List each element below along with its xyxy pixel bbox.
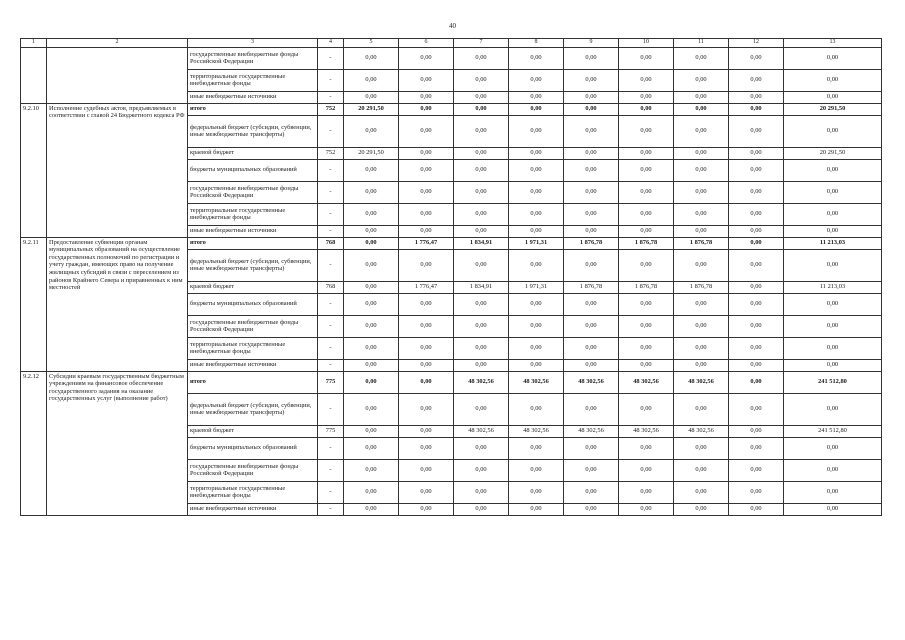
year-value: 0,00 xyxy=(564,69,619,91)
funding-source: государственные внебюджетные фонды Российской Федерации xyxy=(188,459,318,481)
year-value: 0,00 xyxy=(344,69,399,91)
year-value: 0,00 xyxy=(619,437,674,459)
year-value: 48 302,56 xyxy=(454,425,509,437)
year-value: 0,00 xyxy=(454,315,509,337)
year-value: 0,00 xyxy=(399,115,454,147)
year-value: 0,00 xyxy=(564,393,619,425)
year-value: 0,00 xyxy=(674,69,729,91)
year-value: 0,00 xyxy=(509,47,564,69)
year-value: 0,00 xyxy=(454,393,509,425)
year-value: 48 302,56 xyxy=(509,425,564,437)
column-number-13: 13 xyxy=(784,39,882,48)
year-value: 0,00 xyxy=(564,337,619,359)
item-code: 9.2.10 xyxy=(21,103,47,237)
year-value: 0,00 xyxy=(344,393,399,425)
table-row xyxy=(21,47,882,69)
page-number: 40 xyxy=(449,22,456,30)
year-value: 0,00 xyxy=(399,315,454,337)
year-value: 1 876,78 xyxy=(674,281,729,293)
year-value: 0,00 xyxy=(674,159,729,181)
year-value: 0,00 xyxy=(454,225,509,237)
year-value: 1 834,91 xyxy=(454,281,509,293)
total-value: 0,00 xyxy=(784,337,882,359)
year-value: 0,00 xyxy=(399,181,454,203)
year-value: 0,00 xyxy=(399,225,454,237)
year-value: 0,00 xyxy=(399,425,454,437)
year-value: 0,00 xyxy=(454,91,509,103)
year-value: 0,00 xyxy=(619,481,674,503)
funding-source: территориальные государственные внебюджетные фонды xyxy=(188,481,318,503)
year-value: 0,00 xyxy=(619,293,674,315)
year-value: 0,00 xyxy=(729,481,784,503)
item-code: 9.2.11 xyxy=(21,237,47,371)
year-value: 0,00 xyxy=(729,437,784,459)
year-value: 0,00 xyxy=(619,393,674,425)
column-number-11: 11 xyxy=(674,39,729,48)
year-value: 0,00 xyxy=(729,293,784,315)
year-value: 0,00 xyxy=(674,459,729,481)
year-value: 0,00 xyxy=(509,337,564,359)
year-value: 0,00 xyxy=(729,115,784,147)
funding-source: итого xyxy=(188,237,318,249)
year-value: 48 302,56 xyxy=(674,371,729,393)
year-value: 0,00 xyxy=(674,103,729,115)
column-number-4: 4 xyxy=(318,39,344,48)
year-value: 0,00 xyxy=(399,103,454,115)
year-value: 0,00 xyxy=(674,359,729,371)
year-value: 0,00 xyxy=(509,249,564,281)
year-value: 0,00 xyxy=(509,225,564,237)
total-value: 0,00 xyxy=(784,181,882,203)
year-value: 0,00 xyxy=(674,503,729,515)
year-value: 0,00 xyxy=(509,437,564,459)
year-value: 0,00 xyxy=(729,47,784,69)
year-value: 0,00 xyxy=(564,91,619,103)
year-value: 0,00 xyxy=(399,249,454,281)
year-value: 0,00 xyxy=(729,393,784,425)
funding-source: территориальные государственные внебюджетные фонды xyxy=(188,203,318,225)
total-value: 11 213,03 xyxy=(784,281,882,293)
year-value: 0,00 xyxy=(619,503,674,515)
admin-code: 768 xyxy=(318,237,344,249)
admin-code: - xyxy=(318,293,344,315)
admin-code: - xyxy=(318,249,344,281)
year-value: 0,00 xyxy=(674,47,729,69)
year-value: 0,00 xyxy=(564,315,619,337)
year-value: 0,00 xyxy=(454,147,509,159)
year-value: 0,00 xyxy=(399,481,454,503)
year-value: 48 302,56 xyxy=(509,371,564,393)
year-value: 0,00 xyxy=(344,159,399,181)
year-value: 0,00 xyxy=(564,115,619,147)
year-value: 0,00 xyxy=(344,237,399,249)
year-value: 0,00 xyxy=(454,293,509,315)
year-value: 0,00 xyxy=(729,237,784,249)
year-value: 0,00 xyxy=(509,293,564,315)
year-value: 0,00 xyxy=(564,481,619,503)
year-value: 0,00 xyxy=(344,115,399,147)
admin-code: 768 xyxy=(318,281,344,293)
year-value: 0,00 xyxy=(344,293,399,315)
year-value: 0,00 xyxy=(619,47,674,69)
funding-source: бюджеты муниципальных образований xyxy=(188,437,318,459)
year-value: 0,00 xyxy=(619,181,674,203)
year-value: 1 776,47 xyxy=(399,281,454,293)
year-value: 0,00 xyxy=(344,437,399,459)
item-code: 9.2.12 xyxy=(21,371,47,515)
total-value: 0,00 xyxy=(784,47,882,69)
year-value: 0,00 xyxy=(729,249,784,281)
year-value: 48 302,56 xyxy=(564,425,619,437)
total-value: 0,00 xyxy=(784,225,882,237)
year-value: 0,00 xyxy=(344,249,399,281)
year-value: 0,00 xyxy=(674,337,729,359)
year-value: 0,00 xyxy=(399,371,454,393)
funding-source: итого xyxy=(188,371,318,393)
funding-source: иные внебюджетные источники xyxy=(188,359,318,371)
year-value: 0,00 xyxy=(619,315,674,337)
column-number-7: 7 xyxy=(454,39,509,48)
funding-source: государственные внебюджетные фонды Российской Федерации xyxy=(188,181,318,203)
total-value: 0,00 xyxy=(784,315,882,337)
year-value: 0,00 xyxy=(454,69,509,91)
year-value: 0,00 xyxy=(564,159,619,181)
table-row xyxy=(21,371,882,393)
admin-code: - xyxy=(318,47,344,69)
year-value: 0,00 xyxy=(509,459,564,481)
year-value: 0,00 xyxy=(344,281,399,293)
year-value: 0,00 xyxy=(399,69,454,91)
admin-code: - xyxy=(318,359,344,371)
admin-code: - xyxy=(318,159,344,181)
year-value: 0,00 xyxy=(729,459,784,481)
year-value: 0,00 xyxy=(399,359,454,371)
funding-source: бюджеты муниципальных образований xyxy=(188,159,318,181)
total-value: 0,00 xyxy=(784,481,882,503)
admin-code: - xyxy=(318,437,344,459)
column-number-3: 3 xyxy=(188,39,318,48)
funding-source: территориальные государственные внебюджетные фонды xyxy=(188,337,318,359)
year-value: 0,00 xyxy=(729,225,784,237)
year-value: 0,00 xyxy=(674,147,729,159)
admin-code: - xyxy=(318,115,344,147)
year-value: 0,00 xyxy=(674,203,729,225)
year-value: 0,00 xyxy=(619,147,674,159)
column-number-8: 8 xyxy=(509,39,564,48)
year-value: 0,00 xyxy=(454,337,509,359)
year-value: 1 876,78 xyxy=(564,281,619,293)
column-number-row xyxy=(21,39,882,48)
funding-source: государственные внебюджетные фонды Российской Федерации xyxy=(188,47,318,69)
year-value: 0,00 xyxy=(509,181,564,203)
year-value: 0,00 xyxy=(619,103,674,115)
funding-source: федеральный бюджет (субсидии, субвенции, иные межбюджетные трансферты) xyxy=(188,249,318,281)
year-value: 0,00 xyxy=(344,459,399,481)
total-value: 0,00 xyxy=(784,115,882,147)
year-value: 0,00 xyxy=(619,91,674,103)
year-value: 0,00 xyxy=(344,481,399,503)
year-value: 0,00 xyxy=(344,181,399,203)
year-value: 0,00 xyxy=(399,503,454,515)
year-value: 0,00 xyxy=(619,203,674,225)
year-value: 0,00 xyxy=(509,103,564,115)
year-value: 0,00 xyxy=(674,293,729,315)
year-value: 1 876,78 xyxy=(619,281,674,293)
year-value: 0,00 xyxy=(509,69,564,91)
year-value: 1 834,91 xyxy=(454,237,509,249)
admin-code: 775 xyxy=(318,371,344,393)
year-value: 48 302,56 xyxy=(619,371,674,393)
year-value: 0,00 xyxy=(674,91,729,103)
year-value: 0,00 xyxy=(454,181,509,203)
funding-source: федеральный бюджет (субсидии, субвенции, иные межбюджетные трансферты) xyxy=(188,393,318,425)
year-value: 1 876,78 xyxy=(564,237,619,249)
year-value: 0,00 xyxy=(344,359,399,371)
year-value: 48 302,56 xyxy=(619,425,674,437)
year-value: 0,00 xyxy=(344,315,399,337)
funding-source: краевой бюджет xyxy=(188,147,318,159)
funding-source: иные внебюджетные источники xyxy=(188,225,318,237)
year-value: 0,00 xyxy=(619,225,674,237)
year-value: 0,00 xyxy=(729,91,784,103)
admin-code: 752 xyxy=(318,147,344,159)
admin-code: - xyxy=(318,203,344,225)
year-value: 0,00 xyxy=(509,91,564,103)
year-value: 0,00 xyxy=(729,203,784,225)
admin-code: - xyxy=(318,69,344,91)
year-value: 0,00 xyxy=(454,47,509,69)
year-value: 0,00 xyxy=(619,69,674,91)
year-value: 48 302,56 xyxy=(674,425,729,437)
admin-code: 775 xyxy=(318,425,344,437)
admin-code: - xyxy=(318,481,344,503)
year-value: 0,00 xyxy=(674,115,729,147)
funding-source: краевой бюджет xyxy=(188,425,318,437)
year-value: 0,00 xyxy=(674,393,729,425)
total-value: 0,00 xyxy=(784,203,882,225)
year-value: 0,00 xyxy=(729,337,784,359)
year-value: 0,00 xyxy=(564,225,619,237)
year-value: 0,00 xyxy=(344,371,399,393)
year-value: 0,00 xyxy=(509,359,564,371)
total-value: 241 512,80 xyxy=(784,425,882,437)
year-value: 0,00 xyxy=(564,103,619,115)
year-value: 0,00 xyxy=(454,159,509,181)
total-value: 0,00 xyxy=(784,359,882,371)
year-value: 0,00 xyxy=(454,203,509,225)
admin-code: - xyxy=(318,459,344,481)
year-value: 0,00 xyxy=(454,437,509,459)
year-value: 1 876,78 xyxy=(674,237,729,249)
budget-table xyxy=(20,38,882,516)
year-value: 0,00 xyxy=(564,359,619,371)
year-value: 0,00 xyxy=(509,315,564,337)
year-value: 0,00 xyxy=(564,503,619,515)
total-value: 0,00 xyxy=(784,249,882,281)
total-value: 0,00 xyxy=(784,293,882,315)
year-value: 0,00 xyxy=(399,91,454,103)
year-value: 20 291,50 xyxy=(344,147,399,159)
year-value: 0,00 xyxy=(399,459,454,481)
total-value: 11 213,03 xyxy=(784,237,882,249)
year-value: 0,00 xyxy=(509,503,564,515)
year-value: 0,00 xyxy=(619,359,674,371)
year-value: 0,00 xyxy=(399,393,454,425)
year-value: 0,00 xyxy=(454,249,509,281)
year-value: 0,00 xyxy=(344,337,399,359)
table-row xyxy=(21,237,882,249)
item-code xyxy=(21,47,47,103)
year-value: 0,00 xyxy=(729,425,784,437)
year-value: 0,00 xyxy=(674,437,729,459)
admin-code: - xyxy=(318,91,344,103)
table-row xyxy=(21,103,882,115)
year-value: 0,00 xyxy=(344,91,399,103)
year-value: 0,00 xyxy=(454,459,509,481)
year-value: 0,00 xyxy=(454,115,509,147)
year-value: 0,00 xyxy=(509,115,564,147)
year-value: 0,00 xyxy=(674,315,729,337)
year-value: 0,00 xyxy=(399,337,454,359)
year-value: 0,00 xyxy=(619,115,674,147)
admin-code: - xyxy=(318,225,344,237)
year-value: 0,00 xyxy=(564,203,619,225)
year-value: 0,00 xyxy=(564,293,619,315)
year-value: 0,00 xyxy=(564,181,619,203)
column-number-1: 1 xyxy=(21,39,47,48)
column-number-5: 5 xyxy=(344,39,399,48)
year-value: 0,00 xyxy=(729,315,784,337)
year-value: 0,00 xyxy=(399,159,454,181)
total-value: 20 291,50 xyxy=(784,103,882,115)
year-value: 0,00 xyxy=(729,103,784,115)
item-title: Исполнение судебных актов, предъявляемых в соответствии с главой 24 Бюджетного кодекса РФ xyxy=(47,103,188,237)
year-value: 1 971,31 xyxy=(509,237,564,249)
admin-code: - xyxy=(318,181,344,203)
year-value: 0,00 xyxy=(729,181,784,203)
year-value: 0,00 xyxy=(674,481,729,503)
year-value: 0,00 xyxy=(729,359,784,371)
year-value: 0,00 xyxy=(729,281,784,293)
year-value: 0,00 xyxy=(564,147,619,159)
funding-source: федеральный бюджет (субсидии, субвенции, иные межбюджетные трансферты) xyxy=(188,115,318,147)
year-value: 0,00 xyxy=(344,203,399,225)
year-value: 0,00 xyxy=(674,249,729,281)
year-value: 0,00 xyxy=(509,159,564,181)
year-value: 0,00 xyxy=(509,147,564,159)
year-value: 0,00 xyxy=(509,481,564,503)
year-value: 0,00 xyxy=(619,337,674,359)
admin-code: 752 xyxy=(318,103,344,115)
year-value: 0,00 xyxy=(399,203,454,225)
total-value: 0,00 xyxy=(784,91,882,103)
column-number-9: 9 xyxy=(564,39,619,48)
year-value: 0,00 xyxy=(454,103,509,115)
year-value: 0,00 xyxy=(564,249,619,281)
year-value: 0,00 xyxy=(399,147,454,159)
funding-source: государственные внебюджетные фонды Российской Федерации xyxy=(188,315,318,337)
year-value: 0,00 xyxy=(344,425,399,437)
total-value: 0,00 xyxy=(784,437,882,459)
total-value: 0,00 xyxy=(784,393,882,425)
year-value: 0,00 xyxy=(509,203,564,225)
year-value: 0,00 xyxy=(674,181,729,203)
year-value: 0,00 xyxy=(344,225,399,237)
funding-source: территориальные государственные внебюджетные фонды xyxy=(188,69,318,91)
year-value: 0,00 xyxy=(729,371,784,393)
year-value: 0,00 xyxy=(564,437,619,459)
year-value: 0,00 xyxy=(509,393,564,425)
item-title xyxy=(47,47,188,103)
column-number-6: 6 xyxy=(399,39,454,48)
year-value: 0,00 xyxy=(344,503,399,515)
year-value: 48 302,56 xyxy=(454,371,509,393)
year-value: 0,00 xyxy=(399,437,454,459)
total-value: 0,00 xyxy=(784,159,882,181)
year-value: 0,00 xyxy=(564,459,619,481)
year-value: 1 971,31 xyxy=(509,281,564,293)
year-value: 0,00 xyxy=(619,159,674,181)
total-value: 0,00 xyxy=(784,503,882,515)
admin-code: - xyxy=(318,315,344,337)
admin-code: - xyxy=(318,393,344,425)
total-value: 20 291,50 xyxy=(784,147,882,159)
year-value: 48 302,56 xyxy=(564,371,619,393)
year-value: 0,00 xyxy=(619,459,674,481)
year-value: 0,00 xyxy=(399,293,454,315)
item-title: Предоставление субвенции органам муниципальных образований на осуществление государственных полномочий по регистрации и учету граждан, имеющих право на получение жилищных субсидий в связи с переселением из районов Крайнего Севера и приравненных к ним местностей xyxy=(47,237,188,371)
item-title: Субсидии краевым государственным бюджетным учреждениям на финансовое обеспечение государственного задания на оказание государственных услуг (выполнение работ) xyxy=(47,371,188,515)
year-value: 20 291,50 xyxy=(344,103,399,115)
total-value: 0,00 xyxy=(784,459,882,481)
column-number-12: 12 xyxy=(729,39,784,48)
year-value: 0,00 xyxy=(344,47,399,69)
year-value: 0,00 xyxy=(454,503,509,515)
year-value: 0,00 xyxy=(454,481,509,503)
year-value: 0,00 xyxy=(674,225,729,237)
year-value: 1 776,47 xyxy=(399,237,454,249)
column-number-2: 2 xyxy=(47,39,188,48)
year-value: 0,00 xyxy=(729,147,784,159)
funding-source: бюджеты муниципальных образований xyxy=(188,293,318,315)
year-value: 0,00 xyxy=(454,359,509,371)
funding-source: краевой бюджет xyxy=(188,281,318,293)
funding-source: иные внебюджетные источники xyxy=(188,503,318,515)
admin-code: - xyxy=(318,503,344,515)
year-value: 0,00 xyxy=(729,159,784,181)
funding-source: иные внебюджетные источники xyxy=(188,91,318,103)
total-value: 0,00 xyxy=(784,69,882,91)
column-number-10: 10 xyxy=(619,39,674,48)
funding-source: итого xyxy=(188,103,318,115)
total-value: 241 512,80 xyxy=(784,371,882,393)
admin-code: - xyxy=(318,337,344,359)
table-body xyxy=(21,39,882,516)
year-value: 0,00 xyxy=(729,69,784,91)
year-value: 0,00 xyxy=(729,503,784,515)
year-value: 1 876,78 xyxy=(619,237,674,249)
year-value: 0,00 xyxy=(619,249,674,281)
year-value: 0,00 xyxy=(564,47,619,69)
year-value: 0,00 xyxy=(399,47,454,69)
